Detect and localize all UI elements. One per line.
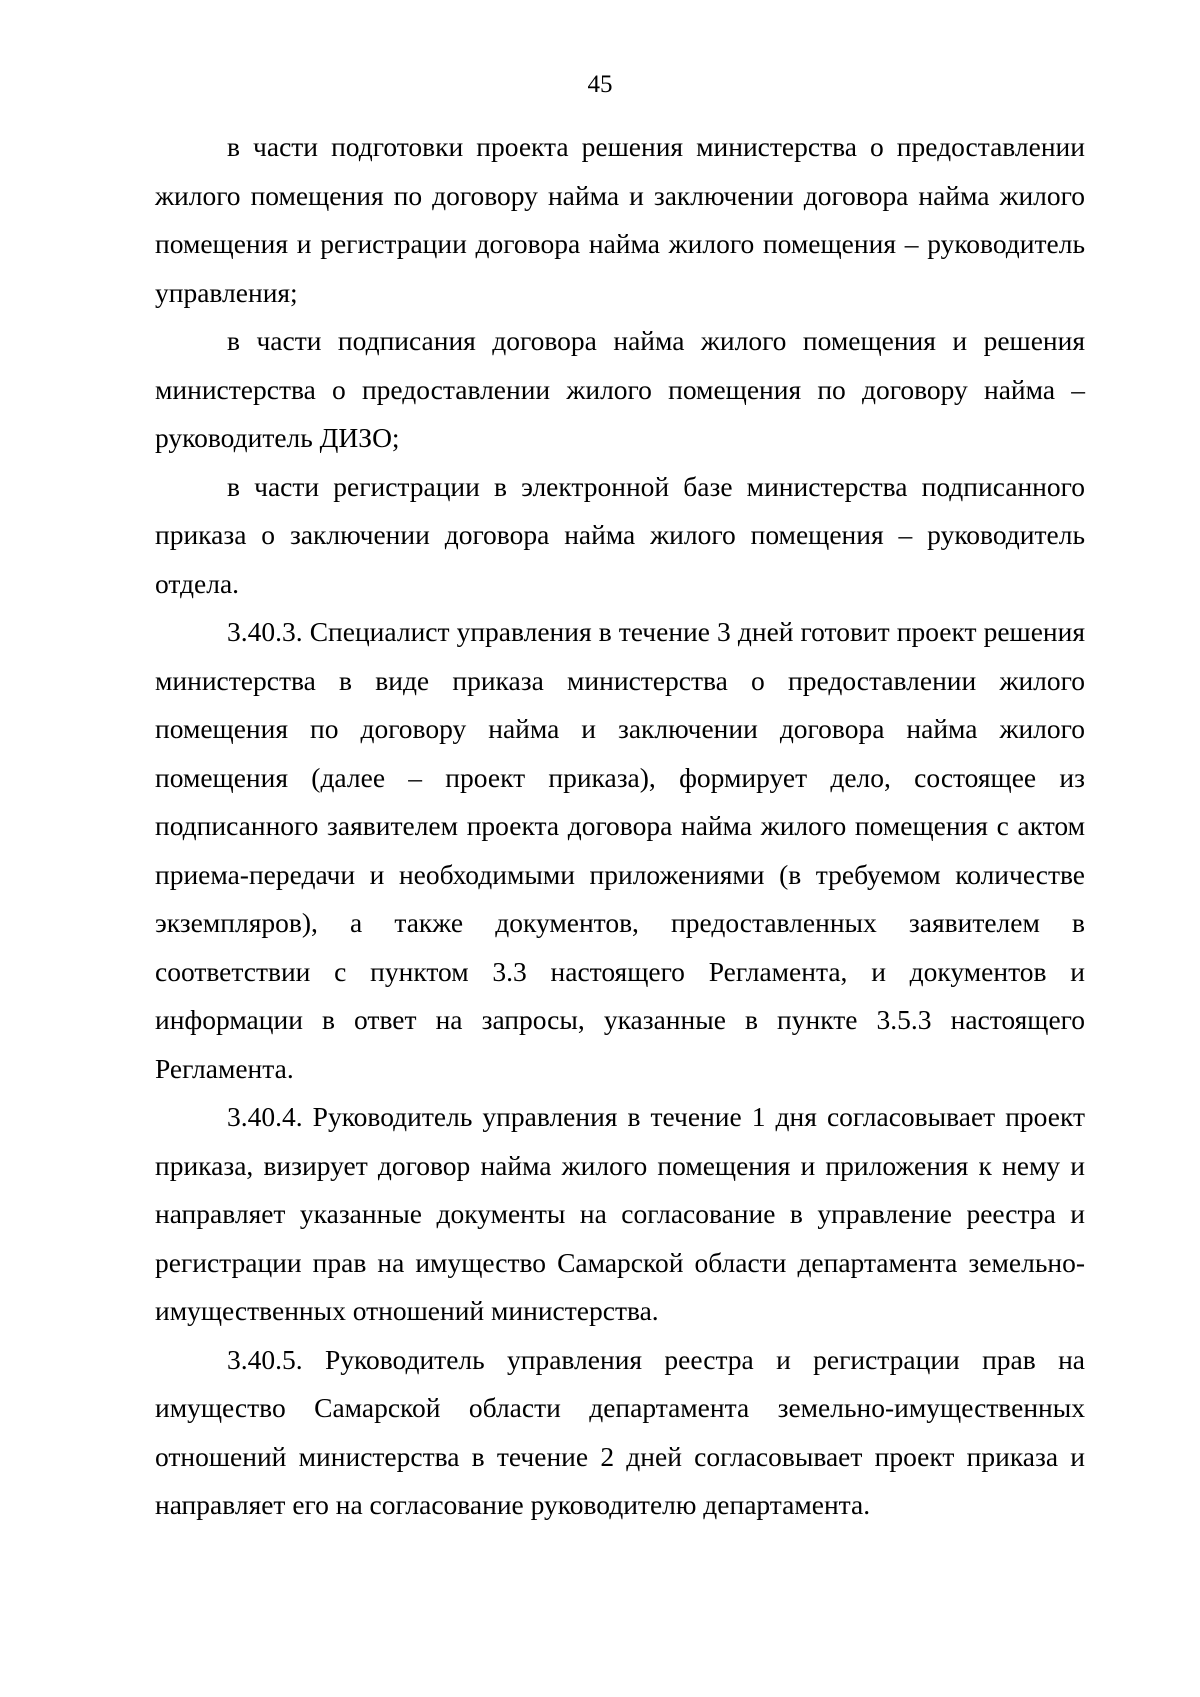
paragraph-signing-responsible: в части подписания договора найма жилого помещения и решения министерства о предоставлении жилого помещения по договору найма – руководитель ДИЗО;	[155, 325, 1085, 453]
paragraph-3-40-5: 3.40.5. Руководитель управления реестра и регистрации прав на имущество Самарской области департамента земельно-имущественных отношений министерства в течение 2 дней согласовывает проект приказа и направляет его на согласование руководителю департамента.	[155, 1343, 1085, 1520]
paragraph-preparation-responsible: в части подготовки проекта решения министерства о предоставлении жилого помещения по договору найма и заключении договора найма жилого помещения и регистрации договора найма жилого помещения – руководитель управления;	[155, 131, 1085, 308]
paragraph-3-40-4: 3.40.4. Руководитель управления в течение 1 дня согласовывает проект приказа, визирует договор найма жилого помещения и приложения к нему и направляет указанные документы на согласование в управление реестра и регистрации прав на имущество Самарской области департамента земельно-имущественных отношений министерства.	[155, 1101, 1085, 1326]
document-body	[155, 123, 1085, 1530]
page-number: 45	[587, 71, 613, 98]
paragraph-3-40-3: 3.40.3. Специалист управления в течение 3 дней готовит проект решения министерства в виде приказа министерства о предоставлении жилого помещения по договору найма и заключении договора найма жилого помещения (далее – проект приказа), формирует дело, состоящее из подписанного заявителем проекта договора найма жилого помещения с актом приема-передачи и необходимыми приложениями (в требуемом количестве экземпляров), а также документов, предоставленных заявителем в соответствии с пунктом 3.3 настоящего Регламента, и документов и информации в ответ на запросы, указанные в пункте 3.5.3 настоящего Регламента.	[155, 616, 1085, 1084]
paragraph-registration-responsible: в части регистрации в электронной базе министерства подписанного приказа о заключении договора найма жилого помещения – руководитель отдела.	[155, 470, 1085, 599]
